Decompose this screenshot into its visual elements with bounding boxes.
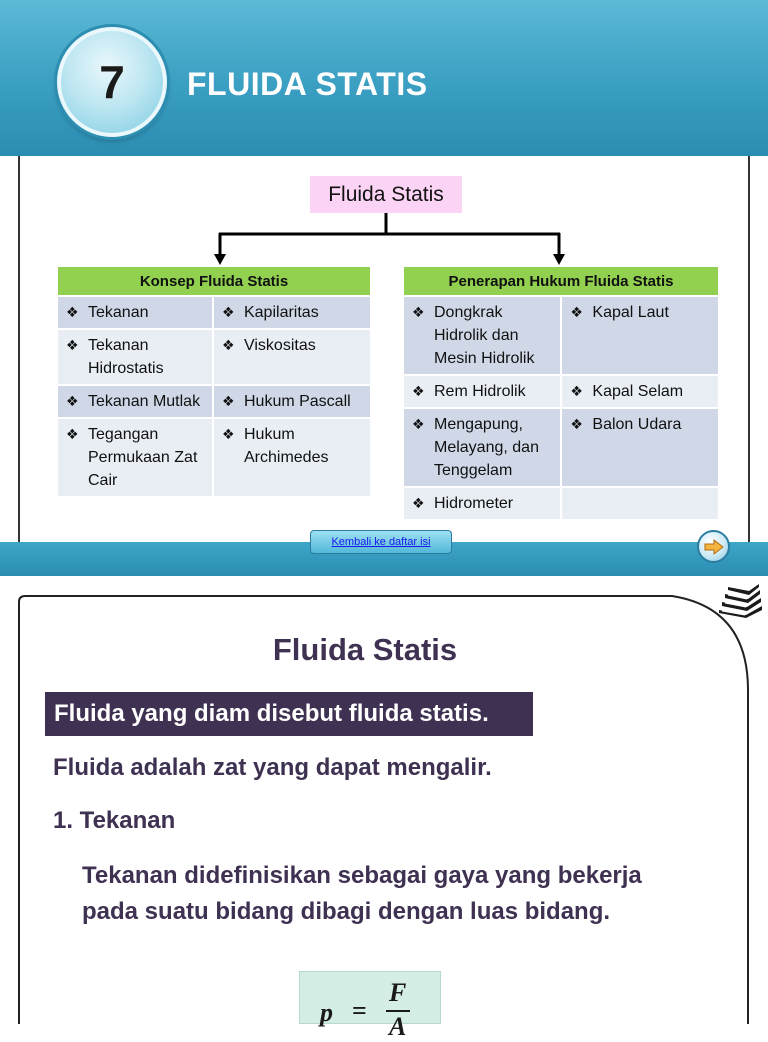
chapter-number: 7 — [99, 56, 125, 108]
list-item — [570, 380, 712, 403]
list-item — [412, 492, 554, 515]
list-item-label: Dongkrak Hidrolik dan Mesin Hidrolik — [434, 304, 535, 367]
formula-equals: = — [352, 996, 367, 1025]
diamond-bullet-icon: ❖ — [412, 495, 425, 511]
list-item-label: Kapal Laut — [592, 304, 669, 321]
category-row — [57, 329, 371, 385]
category-cell — [403, 296, 561, 375]
category-cell — [57, 418, 213, 497]
list-item — [222, 334, 364, 357]
diamond-bullet-icon: ❖ — [221, 337, 235, 353]
list-item-label: Rem Hidrolik — [434, 383, 526, 400]
list-item-label: Hidrometer — [434, 495, 514, 512]
slide-2-title: Fluida Statis — [272, 632, 458, 667]
list-item — [570, 413, 712, 436]
category-cell — [403, 408, 561, 487]
list-item-label: Tegangan Permukaan Zat Cair — [88, 426, 198, 489]
list-item — [412, 380, 554, 403]
list-item — [66, 390, 206, 413]
diamond-bullet-icon: ❖ — [412, 304, 425, 320]
list-item-label: Tekanan Mutlak — [88, 393, 201, 410]
list-item-label: Kapal Selam — [592, 383, 684, 400]
list-item-label: Tekanan Hidrostatis — [88, 337, 164, 377]
list-item — [570, 301, 712, 324]
list-item — [66, 334, 206, 380]
category-cell — [403, 487, 561, 520]
concept-map-root: Fluida Statis — [310, 176, 462, 213]
formula-denominator: A — [389, 1012, 407, 1041]
diamond-bullet-icon: ❖ — [66, 426, 79, 442]
category-cell — [561, 375, 719, 408]
category-cell — [213, 418, 371, 497]
diamond-bullet-icon: ❖ — [66, 304, 79, 320]
formula-lhs: p — [320, 998, 333, 1027]
list-item-label: Viskositas — [243, 337, 316, 354]
arrow-right-icon — [704, 539, 724, 555]
category-header-konsep: Konsep Fluida Statis — [58, 267, 370, 295]
diamond-bullet-icon: ❖ — [66, 393, 79, 409]
list-item — [222, 423, 364, 469]
fluid-definition: Fluida adalah zat yang dapat mengalir. — [53, 754, 492, 781]
category-cell — [213, 329, 371, 385]
list-item-label: Tekanan — [88, 304, 149, 321]
diamond-bullet-icon: ❖ — [221, 393, 235, 409]
category-row — [57, 385, 371, 418]
list-item-label: Kapilaritas — [243, 304, 319, 321]
pressure-formula — [299, 971, 441, 1041]
category-row — [403, 487, 719, 520]
list-item — [412, 413, 554, 482]
formula-numerator: F — [389, 978, 407, 1007]
slide-title: FLUIDA STATIS — [187, 66, 428, 102]
category-row — [403, 296, 719, 375]
category-row — [403, 408, 719, 487]
list-item — [222, 390, 364, 413]
highlight-definition: Fluida yang diam disebut fluida statis. — [45, 692, 533, 736]
category-cell — [561, 487, 719, 520]
list-item — [66, 301, 206, 324]
list-item — [222, 301, 364, 324]
diamond-bullet-icon: ❖ — [66, 337, 79, 353]
list-item-label: Balon Udara — [592, 416, 682, 433]
books-icon — [716, 584, 764, 618]
diamond-bullet-icon: ❖ — [412, 416, 425, 432]
category-row — [57, 418, 371, 497]
list-item-label: Mengapung, Melayang, dan Tenggelam — [434, 416, 539, 479]
diamond-bullet-icon: ❖ — [221, 426, 235, 442]
list-item-label: Hukum Archimedes — [243, 426, 329, 466]
category-table-penerapan — [402, 295, 720, 521]
category-row — [57, 296, 371, 329]
category-row — [403, 375, 719, 408]
category-cell — [213, 385, 371, 418]
list-item — [412, 301, 554, 370]
list-item-label: Hukum Pascall — [243, 393, 351, 410]
category-cell — [403, 375, 561, 408]
concept-map-connector — [0, 0, 768, 300]
category-cell — [57, 296, 213, 329]
diamond-bullet-icon: ❖ — [221, 304, 235, 320]
category-cell — [57, 329, 213, 385]
diamond-bullet-icon: ❖ — [412, 383, 425, 399]
category-cell — [561, 408, 719, 487]
section-heading-tekanan: 1. Tekanan — [53, 807, 176, 834]
list-item — [66, 423, 206, 492]
next-button[interactable] — [697, 530, 730, 563]
diamond-bullet-icon: ❖ — [570, 304, 583, 320]
category-cell — [57, 385, 213, 418]
category-table-konsep — [56, 295, 372, 498]
diamond-bullet-icon: ❖ — [570, 416, 583, 432]
category-header-penerapan: Penerapan Hukum Fluida Statis — [404, 267, 718, 295]
category-cell — [561, 296, 719, 375]
category-cell — [213, 296, 371, 329]
slide-2 — [0, 578, 768, 1041]
pressure-definition: Tekanan didefinisikan sebagai gaya yang bekerja pada suatu bidang dibagi dengan luas bidang. — [82, 862, 642, 925]
diamond-bullet-icon: ❖ — [570, 383, 583, 399]
back-to-contents-link[interactable]: Kembali ke daftar isi — [310, 530, 452, 554]
